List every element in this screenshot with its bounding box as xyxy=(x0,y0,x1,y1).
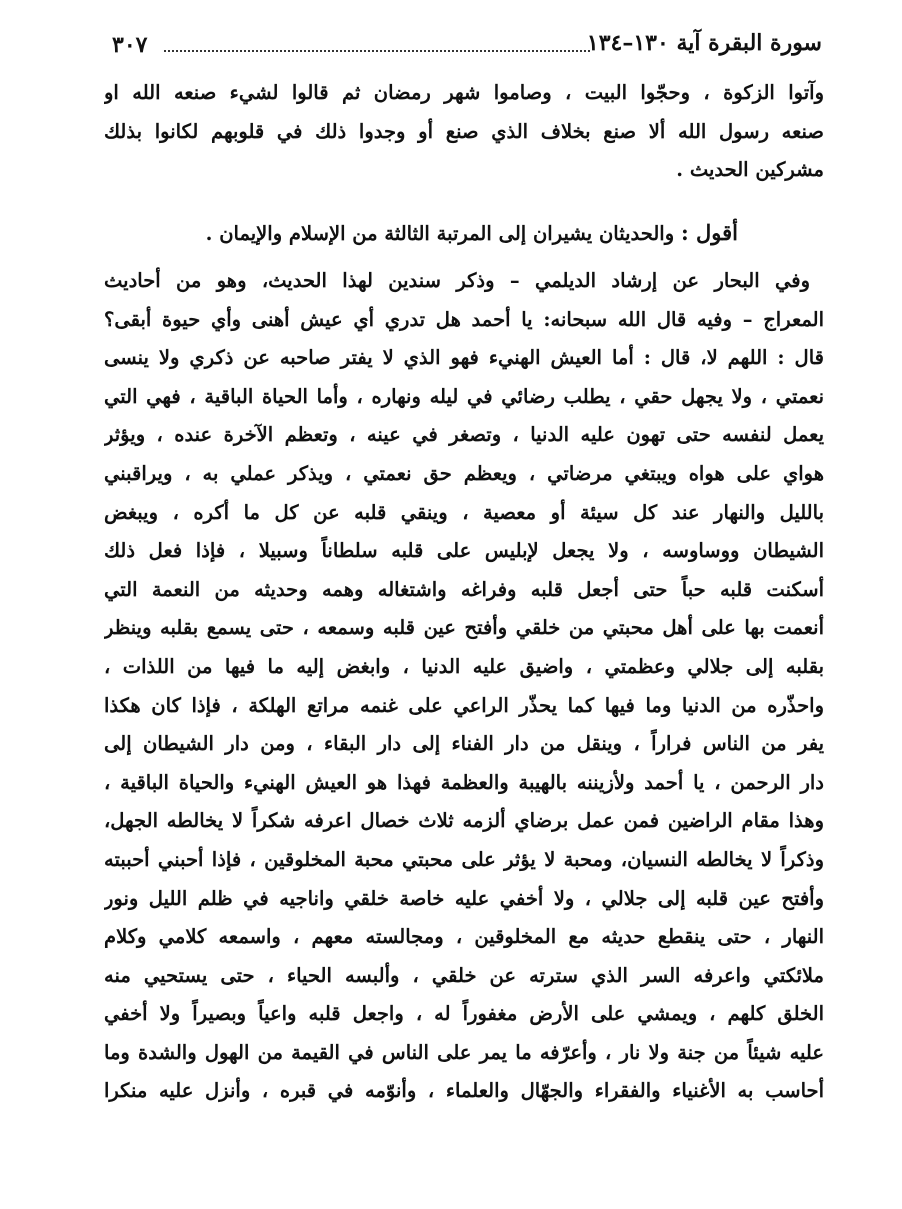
text-line: أحاسب به الأغنياء والفقراء والجهّال والعلماء ، وأنوّمه في قبره ، وأنزل عليه منكرا xyxy=(104,1079,824,1103)
text-line: المعراج – وفيه قال الله سبحانه: يا أحمد هل تدري أي عيش أهنى وأي حيوة أبقى؟ xyxy=(104,307,824,331)
text-line: يفر من الناس فراراً ، وينقل من دار الفناء إلى دار البقاء ، ومن دار الشيطان إلى xyxy=(104,732,824,756)
text-line: مشركين الحديث . xyxy=(676,158,824,182)
text-line: الخلق كلهم ، ويمشي على الأرض مغفوراً له ، واجعل قلبه واعياً وبصيراً ولا أخفي xyxy=(104,1002,824,1026)
page-header xyxy=(112,28,822,68)
text-line: وذكراً لا يخالطه النسيان، ومحبة لا يؤثر على محبتي محبة المخلوقين ، فإذا أحبني أحببته xyxy=(104,847,824,871)
text-line: بقلبه إلى جلالي وعظمتي ، واضيق عليه الدنيا ، وابغض إليه ما فيها من اللذات ، xyxy=(104,654,824,678)
text-line: النهار ، حتى ينقطع حديثه مع المخلوقين ، ومجالسته معهم ، واسمعه كلامي وكلام xyxy=(104,925,824,949)
page-number: ٣٠٧ xyxy=(112,32,148,58)
text-line: وأفتح عين قلبه إلى جلالي ، ولا أخفي عليه خاصة خلقي واناجيه في ظلم الليل ونور xyxy=(104,886,824,910)
text-line: نعمتي ، ولا يجهل حقي ، يطلب رضائي في ليله ونهاره ، وأما الحياة الباقية ، فهي التي xyxy=(104,384,824,408)
paragraph-1 xyxy=(104,74,824,190)
qawl-text: والحديثان يشيران إلى المرتبة الثالثة من الإسلام والإيمان . xyxy=(205,222,675,245)
text-line: بالليل والنهار عند كل سيئة أو معصية ، وينقي قلبه عن كل ما أكره ، ويبغض xyxy=(104,500,824,524)
header-dotted-rule xyxy=(164,50,590,52)
text-line: هواي على هواه ويبتغي مرضاتي ، ويعظم حق نعمتي ، ويذكر عملي به ، ويراقبني xyxy=(104,461,824,485)
text-line: يعمل لنفسه حتى تهون عليه الدنيا ، وتصغر في عينه ، وتعظم الآخرة عنده ، ويؤثر xyxy=(104,423,824,447)
text-line: وفي البحار عن إرشاد الديلمي – وذكر سندين لهذا الحديث، وهو من أحاديث xyxy=(104,269,810,292)
text-line: وهذا مقام الراضين فمن عمل برضاي ألزمه ثلاث خصال اعرفه شكراً لا يخالطه الجهل، xyxy=(104,809,824,833)
text-line: وآتوا الزكوة ، وحجّوا البيت ، وصاموا شهر رمضان ثم قالوا لشيء صنعه الله او xyxy=(104,81,824,104)
text-line: واحذّره من الدنيا وما فيها كما يحذّر الراعي على غنمه مراتع الهلكة ، فإذا كان هكذا xyxy=(104,693,824,717)
text-line: دار الرحمن ، يا أحمد ولأزيننه بالهيبة والعظمة فهذا هو العيش الهنيء والحياة الباقية ، xyxy=(104,770,824,794)
qawl-lead: أقول : xyxy=(680,220,738,245)
text-line xyxy=(104,214,824,253)
text-line: صنعه رسول الله ألا صنع بخلاف الذي صنع أو وجدوا ذلك في قلوبهم لكانوا بذلك xyxy=(104,119,824,143)
paragraph-2 xyxy=(104,214,824,253)
running-title: سورة البقرة آية ١٣٠–١٣٤ xyxy=(586,30,822,56)
paragraph-3 xyxy=(104,262,824,1111)
text-line: أسكنت قلبه حباً حتى أجعل قلبه وفراغه واشتغاله وهمه وحديثه من النعمة التي xyxy=(104,577,824,601)
text-line: ملائكتي واعرفه السر الذي سترته عن خلقي ، وألبسه الحياء ، حتى يستحيي منه xyxy=(104,963,824,987)
text-line: أنعمت بها على أهل محبتي من خلقي وأفتح عين قلبه وسمعه ، حتى يسمع بقلبه وينظر xyxy=(104,616,824,640)
text-line: عليه شيئاً من جنة ولا نار ، وأعرّفه ما يمر على الناس في القيمة من الهول والشدة وما xyxy=(104,1040,824,1064)
text-line: قال : اللهم لا، قال : أما العيش الهنيء فهو الذي لا يفتر صاحبه عن ذكري ولا ينسى xyxy=(104,346,824,370)
text-line: الشيطان ووساوسه ، ولا يجعل لإبليس على قلبه سلطاناً وسبيلا ، فإذا فعل ذلك xyxy=(104,539,824,563)
